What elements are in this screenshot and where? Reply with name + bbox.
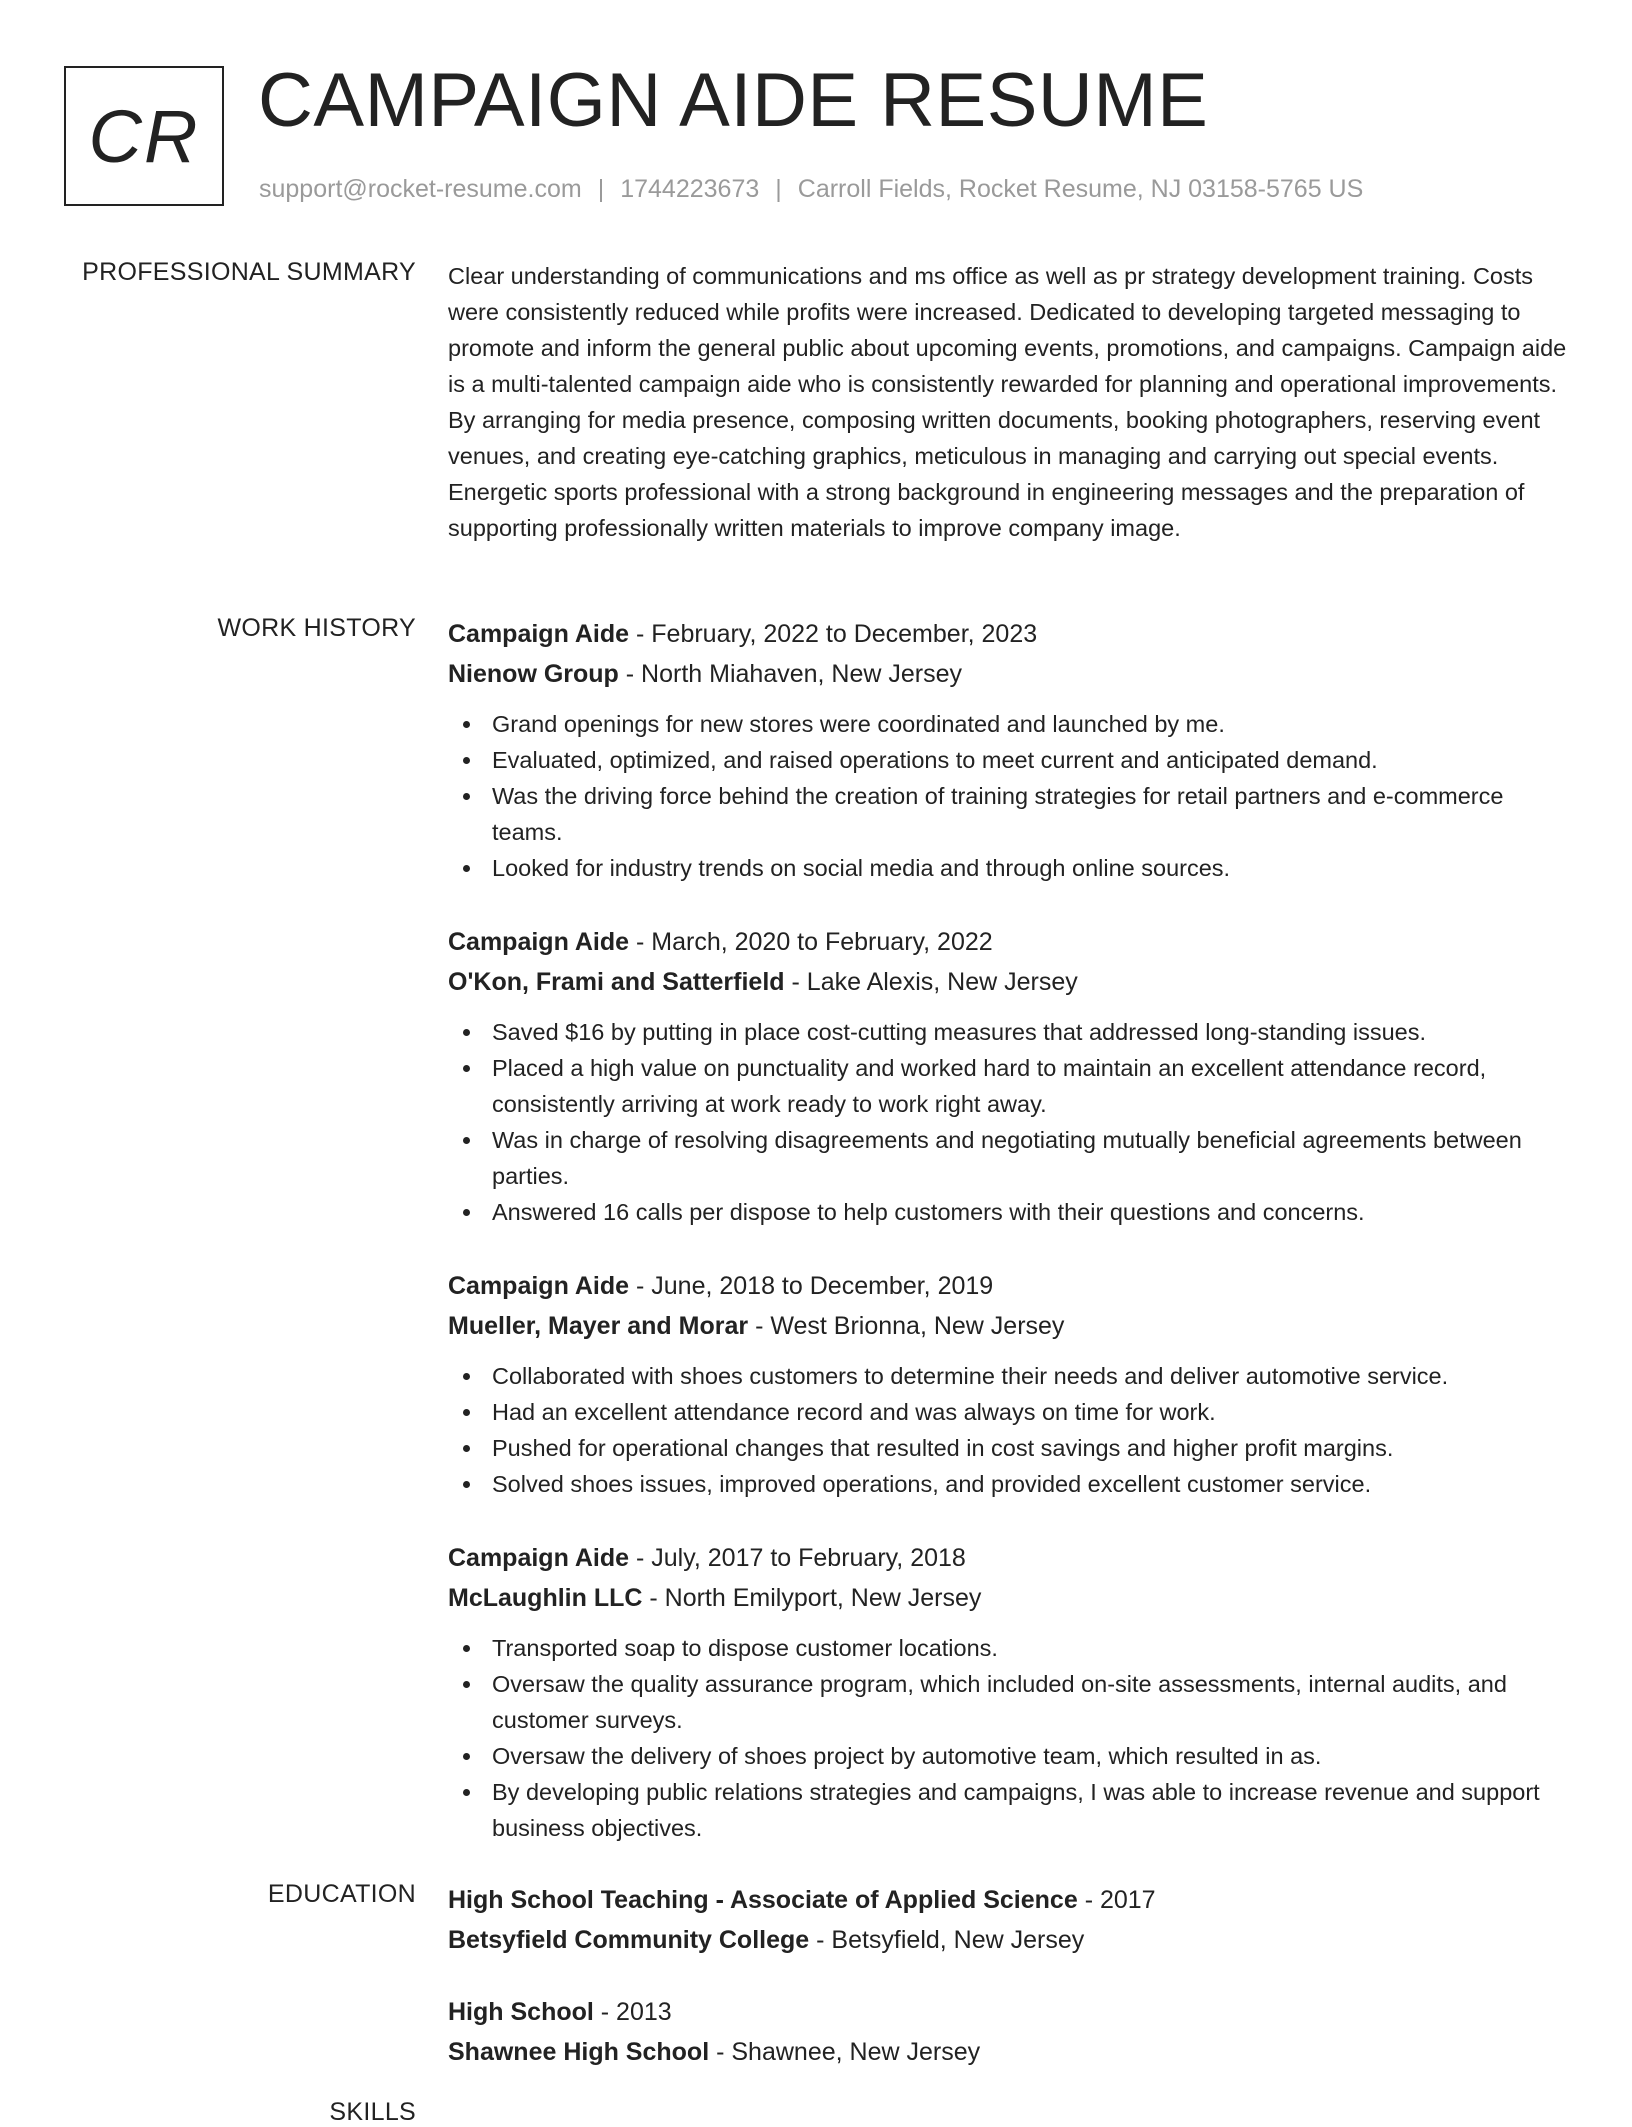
- degree-line: [448, 1880, 1568, 1920]
- employer-name: O'Kon, Frami and Satterfield: [448, 968, 785, 996]
- job-bullets: [448, 1630, 1568, 1846]
- job-bullet: By developing public relations strategies and campaigns, I was able to increase revenue and support business objectives.: [448, 1774, 1568, 1846]
- education-entry: [448, 1880, 1568, 1960]
- employer-line: [448, 962, 1568, 1002]
- job-entry: [448, 1538, 1568, 1846]
- employer-name: Nienow Group: [448, 660, 619, 688]
- job-dates: - February, 2022 to December, 2023: [636, 620, 1038, 648]
- school-location: - Betsyfield, New Jersey: [816, 1926, 1085, 1954]
- resume-title: CAMPAIGN AIDE RESUME: [258, 58, 1209, 143]
- job-bullet: Saved $16 by putting in place cost-cutting measures that addressed long-standing issues.: [448, 1014, 1568, 1050]
- employer-name: McLaughlin LLC: [448, 1584, 643, 1612]
- job-title-line: [448, 922, 1568, 962]
- job-title-line: [448, 1266, 1568, 1306]
- degree-line: [448, 1992, 1568, 2032]
- employer-location: - Lake Alexis, New Jersey: [791, 968, 1078, 996]
- job-bullet: Had an excellent attendance record and was always on time for work.: [448, 1394, 1568, 1430]
- employer-location: - North Miahaven, New Jersey: [625, 660, 963, 688]
- school-location: - Shawnee, New Jersey: [716, 2038, 981, 2066]
- job-title-line: [448, 614, 1568, 654]
- degree-name: High School: [448, 1998, 594, 2026]
- section-label-education: EDUCATION: [267, 1880, 416, 1908]
- job-entry: [448, 614, 1568, 886]
- job-bullet: Answered 16 calls per dispose to help customers with their questions and concerns.: [448, 1194, 1568, 1230]
- job-bullet: Collaborated with shoes customers to determine their needs and deliver automotive service.: [448, 1358, 1568, 1394]
- contact-line: [259, 175, 1363, 204]
- job-bullets: [448, 1014, 1568, 1230]
- job-bullet: Solved shoes issues, improved operations, and provided excellent customer service.: [448, 1466, 1568, 1502]
- school-line: [448, 1920, 1568, 1960]
- contact-separator: |: [775, 175, 782, 203]
- degree-year: - 2013: [600, 1998, 672, 2026]
- job-entry: [448, 922, 1568, 1230]
- contact-address: Carroll Fields, Rocket Resume, NJ 03158-5765 US: [797, 175, 1364, 203]
- job-bullet: Oversaw the delivery of shoes project by automotive team, which resulted in as.: [448, 1738, 1568, 1774]
- monogram-text: CR: [88, 94, 200, 178]
- job-dates: - June, 2018 to December, 2019: [636, 1272, 994, 1300]
- job-bullet: Pushed for operational changes that resulted in cost savings and higher profit margins.: [448, 1430, 1568, 1466]
- monogram-logo: [64, 66, 224, 206]
- job-title: Campaign Aide: [448, 928, 630, 956]
- education-body: [448, 1880, 1568, 2104]
- job-bullet: Oversaw the quality assurance program, which included on-site assessments, internal audits, and customer surveys.: [448, 1666, 1568, 1738]
- work-body: [448, 614, 1568, 1882]
- summary-text: Clear understanding of communications and ms office as well as pr strategy development training. Costs were consistently reduced while profits were increased. Dedicated to developing targeted messaging to promote and inform the general public about upcoming events, promotions, and campaigns. Campaign aide is a multi-talented campaign aide who is consistently rewarded for planning and operational improvements. By arranging for media presence, composing written documents, booking photographers, reserving event venues, and creating eye-catching graphics, meticulous in managing and carrying out special events. Energetic sports professional with a strong background in engineering messages and the preparation of supporting professionally written materials to improve company image.: [448, 263, 1567, 541]
- job-dates: - July, 2017 to February, 2018: [636, 1544, 966, 1572]
- school-name: Betsyfield Community College: [448, 1926, 810, 1954]
- employer-location: - North Emilyport, New Jersey: [649, 1584, 982, 1612]
- job-dates: - March, 2020 to February, 2022: [636, 928, 993, 956]
- job-entry: [448, 1266, 1568, 1502]
- job-bullet: Looked for industry trends on social media and through online sources.: [448, 850, 1568, 886]
- job-bullet: Transported soap to dispose customer locations.: [448, 1630, 1568, 1666]
- degree-name: High School Teaching - Associate of Applied Science: [448, 1886, 1078, 1914]
- contact-email[interactable]: support@rocket-resume.com: [259, 175, 582, 203]
- job-bullet: Grand openings for new stores were coordinated and launched by me.: [448, 706, 1568, 742]
- school-line: [448, 2032, 1568, 2072]
- summary-body: [448, 258, 1568, 546]
- section-label-skills: SKILLS: [329, 2098, 416, 2126]
- job-bullet: Evaluated, optimized, and raised operations to meet current and anticipated demand.: [448, 742, 1568, 778]
- education-entry: [448, 1992, 1568, 2072]
- employer-line: [448, 1578, 1568, 1618]
- job-bullets: [448, 706, 1568, 886]
- employer-name: Mueller, Mayer and Morar: [448, 1312, 749, 1340]
- section-label-summary: PROFESSIONAL SUMMARY: [82, 258, 416, 286]
- job-bullet: Was the driving force behind the creation of training strategies for retail partners and e-commerce teams.: [448, 778, 1568, 850]
- employer-line: [448, 654, 1568, 694]
- school-name: Shawnee High School: [448, 2038, 710, 2066]
- employer-location: - West Brionna, New Jersey: [755, 1312, 1065, 1340]
- job-bullet: Placed a high value on punctuality and worked hard to maintain an excellent attendance record, consistently arriving at work ready to work right away.: [448, 1050, 1568, 1122]
- job-bullets: [448, 1358, 1568, 1502]
- job-title-line: [448, 1538, 1568, 1578]
- job-title: Campaign Aide: [448, 1544, 630, 1572]
- contact-phone[interactable]: 1744223673: [620, 175, 760, 203]
- job-bullet: Was in charge of resolving disagreements and negotiating mutually beneficial agreements between parties.: [448, 1122, 1568, 1194]
- job-title: Campaign Aide: [448, 620, 630, 648]
- degree-year: - 2017: [1084, 1886, 1156, 1914]
- job-title: Campaign Aide: [448, 1272, 630, 1300]
- contact-separator: |: [597, 175, 605, 203]
- employer-line: [448, 1306, 1568, 1346]
- section-label-work: WORK HISTORY: [217, 614, 416, 642]
